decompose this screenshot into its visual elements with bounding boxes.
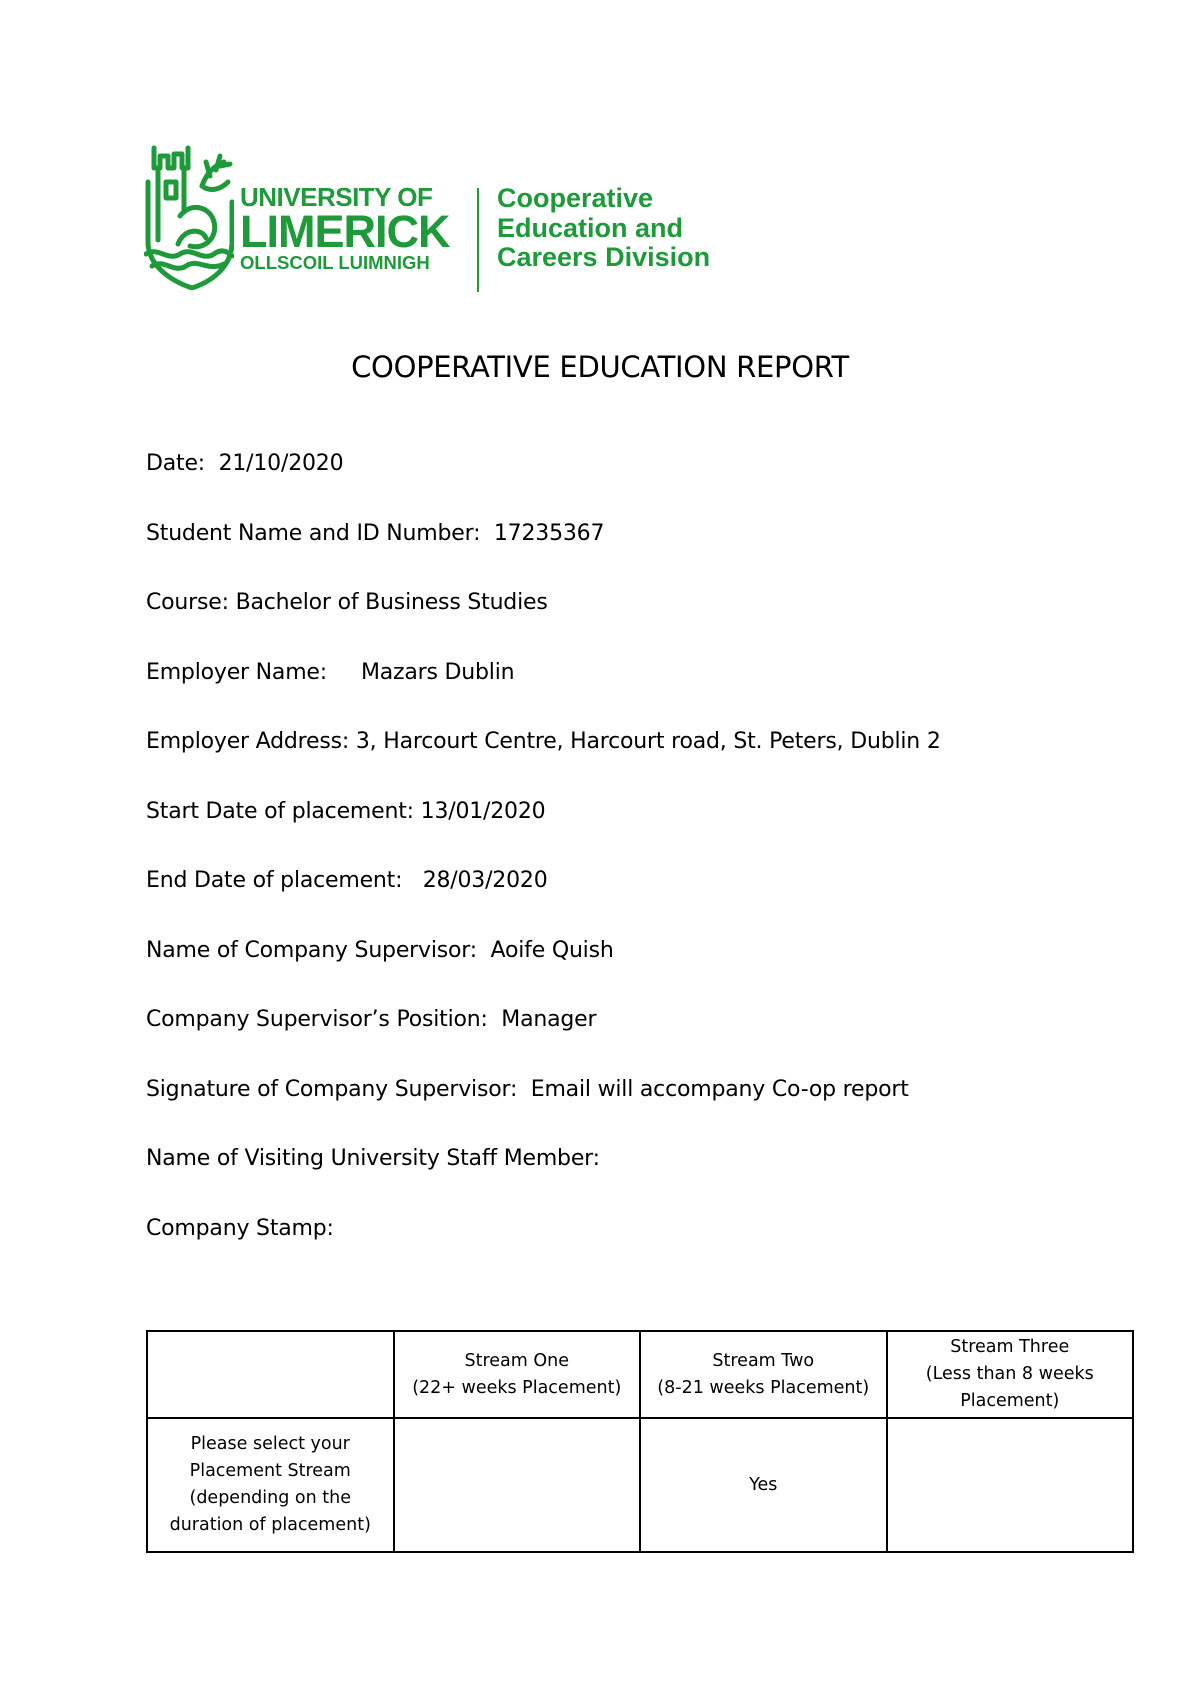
university-line-1: UNIVERSITY OF <box>240 182 433 212</box>
field-employer-name: Employer Name: Mazars Dublin <box>146 659 515 685</box>
document-title: COOPERATIVE EDUCATION REPORT <box>351 350 849 384</box>
table-header-stream-three: Stream Three (Less than 8 weeks Placement) <box>887 1331 1134 1418</box>
table-header-stream-one: Stream One (22+ weeks Placement) <box>394 1331 641 1418</box>
stream-two-selection-cell[interactable]: Yes <box>640 1418 887 1552</box>
division-name <box>497 184 710 273</box>
table-header-empty-cell <box>147 1331 394 1418</box>
field-company-stamp: Company Stamp: <box>146 1215 334 1241</box>
stream-three-selection-cell[interactable] <box>887 1418 1134 1552</box>
table-header-stream-two: Stream Two (8-21 weeks Placement) <box>640 1331 887 1418</box>
field-end-date: End Date of placement: 28/03/2020 <box>146 868 548 893</box>
crest-icon <box>144 142 234 290</box>
university-line-2: LIMERICK <box>240 206 450 257</box>
field-date: Date: 21/10/2020 <box>146 451 344 476</box>
field-visiting-staff: Name of Visiting University Staff Member: <box>146 1146 600 1171</box>
field-supervisor-signature: Signature of Company Supervisor: Email will accompany Co-op report <box>146 1076 909 1102</box>
stream-one-selection-cell[interactable] <box>394 1418 641 1552</box>
university-wordmark <box>240 184 470 273</box>
field-supervisor-name: Name of Company Supervisor: Aoife Quish <box>146 937 614 963</box>
field-supervisor-position: Company Supervisor’s Position: Manager <box>146 1007 597 1032</box>
field-student-name-id: Student Name and ID Number: 17235367 <box>146 520 605 546</box>
university-logo <box>144 142 734 292</box>
division-line: Cooperative <box>497 183 654 213</box>
field-start-date: Start Date of placement: 13/01/2020 <box>146 798 546 824</box>
table-header-row <box>147 1331 1133 1418</box>
field-course: Course: Bachelor of Business Studies <box>146 590 548 615</box>
field-employer-address: Employer Address: 3, Harcourt Centre, Harcourt road, St. Peters, Dublin 2 <box>146 729 941 754</box>
logo-divider <box>477 188 479 292</box>
placement-stream-table <box>146 1330 1134 1553</box>
division-line: Education and <box>497 212 684 243</box>
table-row <box>147 1418 1133 1552</box>
table-row-label: Please select your Placement Stream (depending on the duration of placement) <box>147 1418 394 1552</box>
division-line: Careers Division <box>497 242 711 272</box>
report-fields <box>146 450 1126 1284</box>
university-line-3: OLLSCOIL LUIMNIGH <box>240 252 430 273</box>
